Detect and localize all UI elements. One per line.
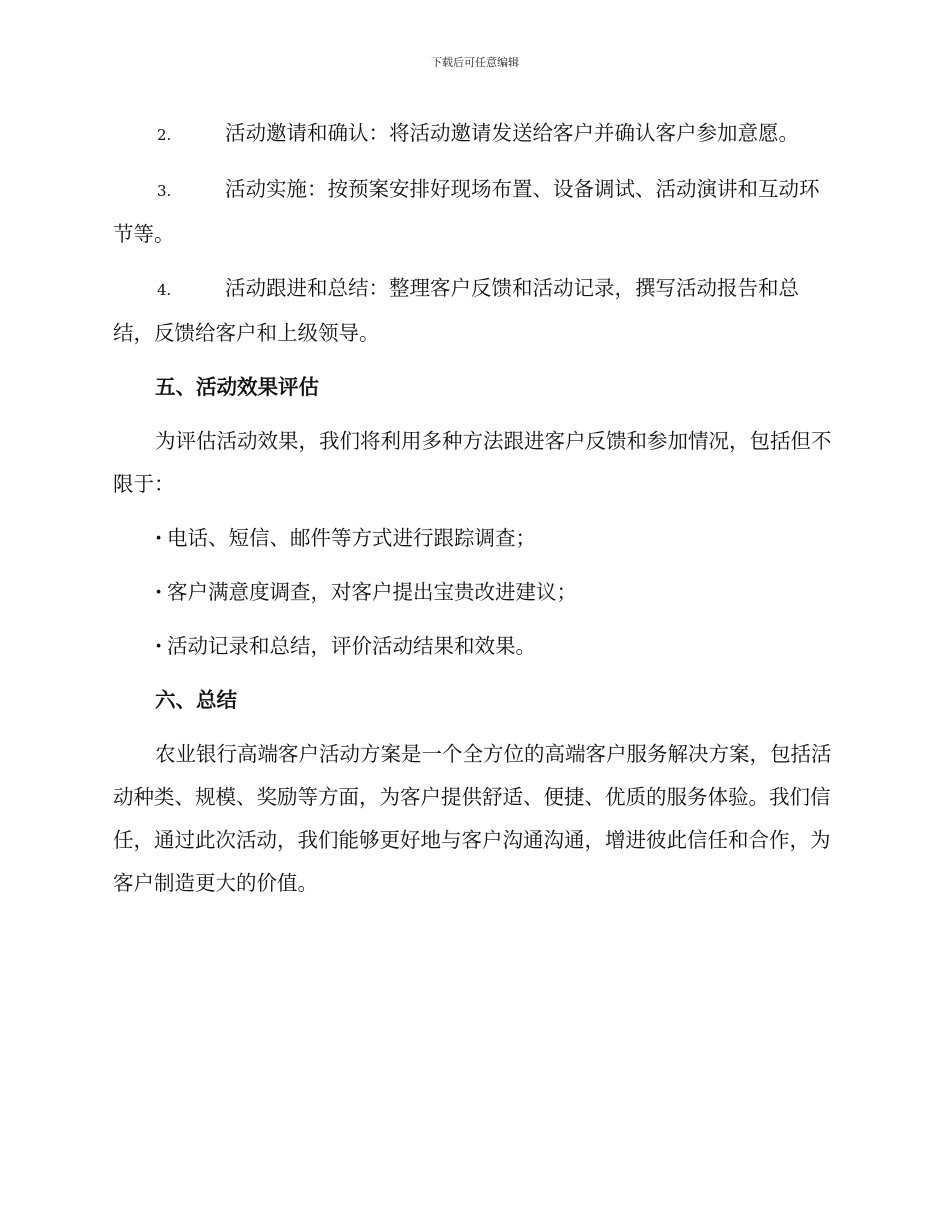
list-text: 活动跟进和总结：整理客户反馈和活动记录，撰写活动报告和总结，反馈给客户和上级领导。 — [113, 276, 799, 345]
bullet-mark: · — [155, 580, 163, 604]
section5-intro: 为评估活动效果，我们将利用多种方法跟进客户反馈和参加情况，包括但不限于： — [113, 429, 832, 496]
bullet-item — [113, 625, 833, 668]
list-number: 2. — [157, 126, 172, 144]
bullet-text: 客户满意度调查，对客户提出宝贵改进建议； — [167, 580, 577, 604]
bullet-text: 活动记录和总结，评价活动结果和效果。 — [167, 634, 536, 658]
list-item-4 — [113, 267, 833, 355]
list-item-2 — [113, 112, 833, 157]
list-item-3 — [113, 168, 833, 256]
page-header: 下载后可任意编辑 — [431, 56, 519, 69]
bullet-item — [113, 571, 833, 614]
bullet-text: 电话、短信、邮件等方式进行跟踪调查； — [167, 526, 536, 550]
bullet-mark: · — [155, 634, 163, 658]
document-body — [113, 112, 833, 916]
list-number: 4. — [157, 281, 172, 299]
section-heading-5: 五、活动效果评估 — [155, 375, 319, 399]
list-text: 活动邀请和确认：将活动邀请发送给客户并确认客户参加意愿。 — [225, 121, 799, 145]
list-text: 活动实施：按预案安排好现场布置、设备调试、活动演讲和互动环节等。 — [113, 177, 820, 246]
bullet-item — [113, 517, 833, 560]
list-number: 3. — [157, 182, 172, 200]
section6-body: 农业银行高端客户活动方案是一个全方位的高端客户服务解决方案，包括活动种类、规模、奖励等方面，为客户提供舒适、便捷、优质的服务体验。我们信任，通过此次活动，我们能够更好地与客户沟通沟通，增进彼此信任和合作，为客户制造更大的价值。 — [113, 742, 832, 895]
bullet-mark: · — [155, 526, 163, 550]
section-heading-6: 六、总结 — [155, 688, 237, 712]
